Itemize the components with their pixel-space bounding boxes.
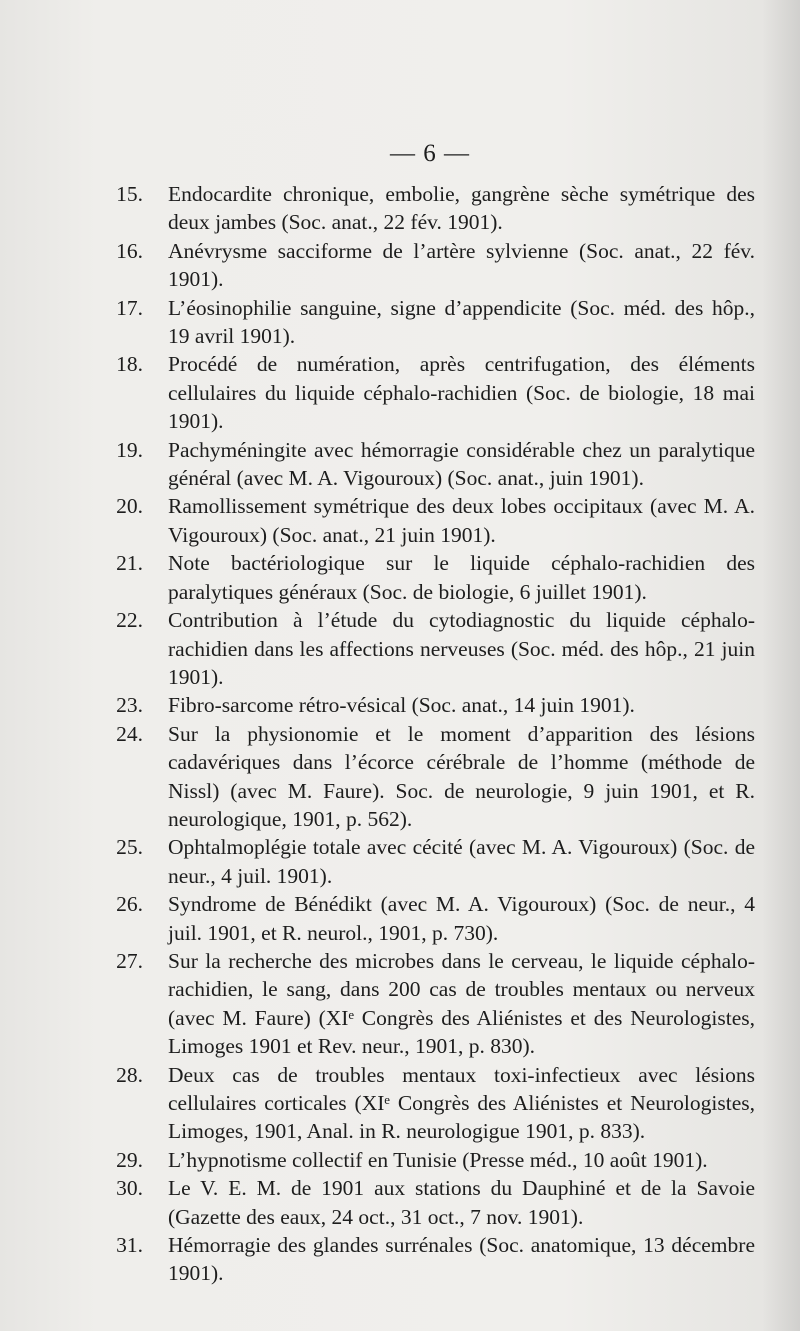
- item-number: 15.: [116, 182, 143, 206]
- item-text: Note bactériologique sur le liquide céphalo-rachidien des paralytiques généraux (Soc. de biologie, 6 juillet 1901).: [168, 551, 755, 604]
- item-text: Ophtalmoplégie totale avec cécité (avec M. A. Vigouroux) (Soc. de neur., 4 juil. 1901).: [168, 835, 755, 888]
- item-number: 26.: [116, 892, 143, 917]
- list-item: [95, 833, 755, 890]
- page-number: — 6 —: [390, 140, 470, 167]
- item-text: Procédé de numération, après centrifugation, des éléments cellulaires du liquide céphalo-rachidien (Soc. de biologie, 18 mai 1901).: [168, 352, 755, 434]
- item-text: L’éosinophilie sanguine, signe d’appendicite (Soc. méd. des hôp., 19 avril 1901).: [168, 295, 755, 349]
- list-item: [95, 691, 755, 719]
- list-item: [95, 1231, 755, 1288]
- list-item: [95, 720, 755, 834]
- item-number: 27.: [116, 948, 143, 973]
- list-item: [95, 1061, 755, 1146]
- item-number: 17.: [116, 295, 143, 320]
- list-item: [95, 350, 755, 435]
- item-number: 19.: [116, 437, 143, 462]
- item-text: Sur la recherche des microbes dans le cerveau, le liquide céphalo-rachidien, le sang, dans 200 cas de troubles mentaux ou nerveux (avec M. Faure) (XIᵉ Congrès des Aliénistes et des Neurologistes, Limoges 1901 et Rev. neur., 1901, p. 830).: [168, 948, 755, 1059]
- item-text: L’hypnotisme collectif en Tunisie (Presse méd., 10 août 1901).: [168, 1147, 708, 1172]
- item-text: Sur la physionomie et le moment d’apparition des lésions cadavériques dans l’écorce cérébrale de l’homme (méthode de Nissl) (avec M. Faure). Soc. de neurologie, 9 juin 1901, et R. neurologique, 1901, p. 562).: [168, 721, 755, 831]
- item-number: 30.: [116, 1176, 143, 1201]
- item-text: Hémorragie des glandes surrénales (Soc. anatomique, 13 décembre 1901).: [168, 1233, 755, 1286]
- item-number: 31.: [116, 1233, 143, 1258]
- item-number: 18.: [116, 352, 143, 377]
- item-number: 23.: [116, 693, 143, 718]
- bibliography-list: [95, 180, 755, 1288]
- list-item: [95, 294, 755, 351]
- list-item: [95, 492, 755, 549]
- list-item: [95, 606, 755, 691]
- item-number: 16.: [116, 238, 143, 263]
- page-edge-shadow: [762, 0, 800, 1331]
- item-number: 28.: [116, 1062, 143, 1087]
- list-item: [95, 180, 755, 237]
- item-text: Endocardite chronique, embolie, gangrène sèche symétrique des deux jambes (Soc. anat., 22 fév. 1901).: [168, 182, 755, 235]
- item-text: Le V. E. M. de 1901 aux stations du Dauphiné et de la Savoie (Gazette des eaux, 24 oct., 31 oct., 7 nov. 1901).: [168, 1176, 755, 1229]
- item-text: Syndrome de Bénédikt (avec M. A. Vigouroux) (Soc. de neur., 4 juil. 1901, et R. neurol., 1901, p. 730).: [168, 892, 755, 945]
- list-item: [95, 237, 755, 294]
- list-item: [95, 1146, 755, 1174]
- list-item: [95, 890, 755, 947]
- list-item: [95, 436, 755, 493]
- item-number: 20.: [116, 494, 143, 519]
- item-text: Ramollissement symétrique des deux lobes occipitaux (avec M. A. Vigouroux) (Soc. anat., 21 juin 1901).: [168, 494, 755, 547]
- item-text: Contribution à l’étude du cytodiagnostic du liquide céphalo-rachidien dans les affections nerveuses (Soc. méd. des hôp., 21 juin 1901).: [168, 608, 755, 689]
- list-item: [95, 1174, 755, 1231]
- item-number: 24.: [116, 721, 143, 746]
- item-number: 22.: [116, 608, 143, 633]
- item-number: 21.: [116, 551, 143, 576]
- item-text: Anévrysme sacciforme de l’artère sylvienne (Soc. anat., 22 fév. 1901).: [168, 238, 755, 292]
- item-text: Fibro-sarcome rétro-vésical (Soc. anat., 14 juin 1901).: [168, 693, 635, 718]
- list-item: [95, 947, 755, 1061]
- list-item: [95, 549, 755, 606]
- item-text: Pachyméningite avec hémorragie considérable chez un paralytique général (avec M. A. Vigouroux) (Soc. anat., juin 1901).: [168, 437, 755, 491]
- item-number: 29.: [116, 1147, 143, 1172]
- item-text: Deux cas de troubles mentaux toxi-infectieux avec lésions cellulaires corticales (XIᵉ Congrès des Aliénistes et Neurologistes, Limoges, 1901, Anal. in R. neurologigue 1901, p. 833).: [168, 1062, 755, 1144]
- item-number: 25.: [116, 835, 143, 860]
